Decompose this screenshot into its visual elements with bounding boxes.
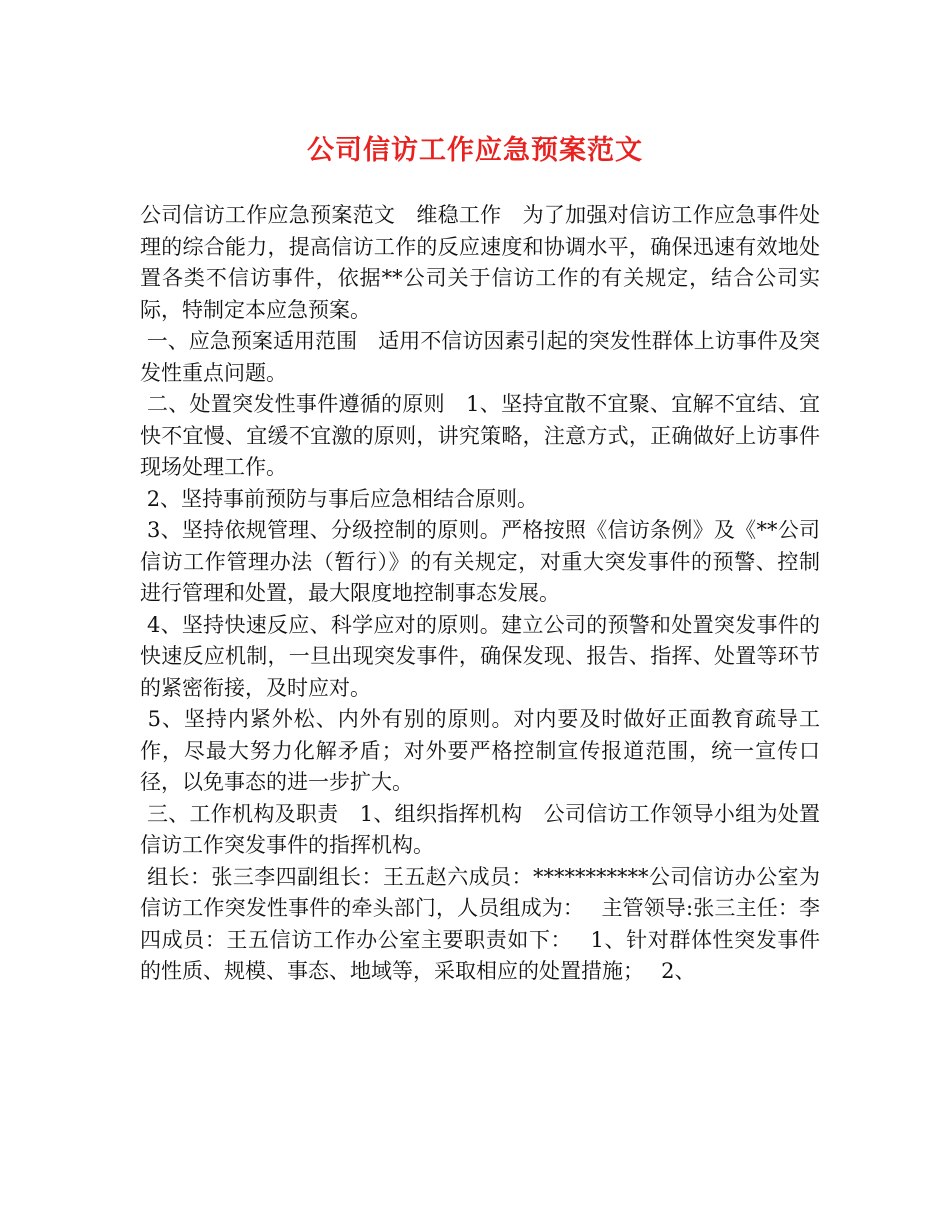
paragraph-principles: 二、处置突发性事件遵循的原则 1、坚持宜散不宜聚、宜解不宜结、宜快不宜慢、宜缓不宜激的原则，讲究策略，注意方式，正确做好上访事件现场处理工作。: [140, 392, 821, 479]
document-body: [140, 200, 820, 988]
paragraph-scope: 一、应急预案适用范围 适用不信访因素引起的突发性群体上访事件及突发性重点问题。: [140, 329, 820, 385]
paragraph-intro: 公司信访工作应急预案范文 维稳工作 为了加强对信访工作应急事件处理的综合能力，提高信访工作的反应速度和协调水平，确保迅速有效地处置各类不信访事件，依据**公司关于信访工作的有关规定，结合公司实际，特制定本应急预案。: [140, 203, 820, 322]
paragraph-principle-5: 5、坚持内紧外松、内外有别的原则。对内要及时做好正面教育疏导工作，尽最大努力化解矛盾；对外要严格控制宣传报道范围，统一宣传口径，以免事态的进一步扩大。: [140, 707, 821, 794]
paragraph-members: 组长：张三李四副组长：王五赵六成员：***********公司信访办公室为信访工作突发性事件的牵头部门，人员组成为： 主管领导:张三主任：李四成员：王五信访工作办公室主要职责如下： 1、针对群体性突发事件的性质、规模、事态、地域等，采取相应的处置措施； 2、: [140, 864, 820, 983]
document-title: 公司信访工作应急预案范文: [307, 135, 643, 166]
paragraph-principle-3: 3、坚持依规管理、分级控制的原则。严格按照《信访条例》及《**公司信访工作管理办法（暂行）》的有关规定，对重大突发事件的预警、控制进行管理和处置，最大限度地控制事态发展。: [140, 518, 821, 605]
paragraph-principle-2: 2、坚持事前预防与事后应急相结合原则。: [140, 486, 539, 511]
paragraph-principle-4: 4、坚持快速反应、科学应对的原则。建立公司的预警和处置突发事件的快速反应机制，一旦出现突发事件，确保发现、报告、指挥、处置等环节的紧密衔接，及时应对。: [140, 612, 821, 700]
paragraph-organization: 三、工作机构及职责 1、组织指挥机构 公司信访工作领导小组为处置信访工作突发事件的指挥机构。: [140, 801, 821, 857]
